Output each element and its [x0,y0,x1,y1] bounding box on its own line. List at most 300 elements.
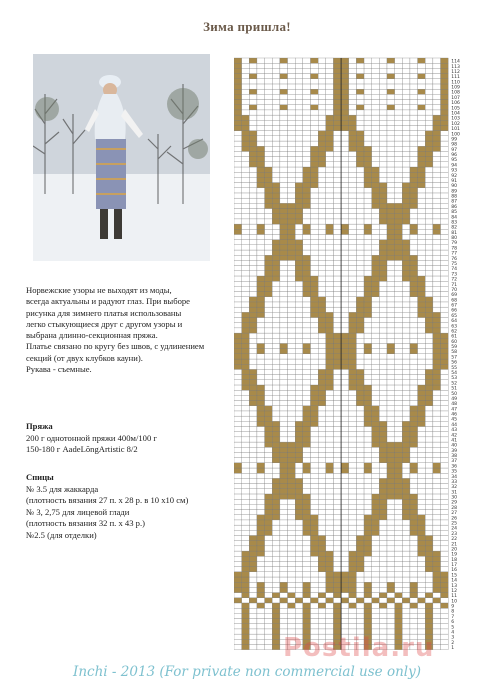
chart-cell [441,58,449,63]
chart-cell [280,229,288,234]
chart-cell [280,478,288,483]
chart-cell [349,598,357,603]
chart-cell [303,452,311,457]
chart-cell [326,203,334,208]
chart-cell [280,437,288,442]
chart-cell [333,452,341,457]
chart-cell [242,271,250,276]
chart-cell [364,302,372,307]
chart-cell [326,452,334,457]
chart-cell [372,577,380,582]
chart-cell [234,390,242,395]
chart-cell [372,224,380,229]
chart-cell [372,297,380,302]
chart-cell [410,183,418,188]
chart-cell [379,551,387,556]
chart-cell [372,271,380,276]
chart-cell [311,582,319,587]
chart-cell [333,406,341,411]
chart-cell [303,307,311,312]
row-number-label: 12 [451,588,458,594]
chart-cell [387,390,395,395]
chart-cell [364,120,372,125]
chart-cell [257,84,265,89]
chart-cell [372,447,380,452]
chart-cell [441,125,449,130]
chart-cell [433,68,441,73]
chart-cell [441,546,449,551]
chart-cell [356,74,364,79]
chart-cell [433,577,441,582]
chart-cell [318,619,326,624]
chart-cell [364,312,372,317]
chart-cell [410,89,418,94]
chart-cell [295,551,303,556]
chart-cell [387,619,395,624]
chart-cell [387,209,395,214]
chart-cell [234,546,242,551]
chart-cell [395,613,403,618]
chart-cell [372,458,380,463]
chart-cell [364,515,372,520]
row-number-label: 17 [451,563,458,569]
chart-cell [349,307,357,312]
chart-cell [288,203,296,208]
chart-cell [311,323,319,328]
chart-cell [249,437,257,442]
chart-cell [234,157,242,162]
chart-cell [333,234,341,239]
chart-cell [234,644,242,649]
chart-cell [356,598,364,603]
chart-cell [395,546,403,551]
chart-cell [318,411,326,416]
chart-cell [387,245,395,250]
chart-cell [333,328,341,333]
chart-cell [372,416,380,421]
chart-cell [402,577,410,582]
chart-cell [356,214,364,219]
chart-cell [326,343,334,348]
chart-cell [295,395,303,400]
chart-cell [288,468,296,473]
chart-cell [379,489,387,494]
chart-cell [387,292,395,297]
chart-cell [356,209,364,214]
chart-cell [433,214,441,219]
chart-cell [418,484,426,489]
chart-cell [311,473,319,478]
row-number-label: 5 [451,625,455,631]
chart-cell [234,437,242,442]
chart-cell [265,494,273,499]
chart-cell [326,619,334,624]
chart-cell [433,447,441,452]
chart-cell [441,281,449,286]
chart-cell [402,100,410,105]
chart-cell [387,473,395,478]
chart-cell [234,452,242,457]
chart-cell [364,141,372,146]
chart-cell [379,318,387,323]
chart-cell [318,157,326,162]
chart-cell [288,250,296,255]
chart-cell [234,478,242,483]
chart-cell [379,406,387,411]
chart-cell [379,68,387,73]
chart-cell [425,58,433,63]
chart-cell [364,432,372,437]
chart-cell [333,520,341,525]
chart-cell [326,603,334,608]
chart-cell [288,442,296,447]
chart-cell [234,515,242,520]
row-number-label: 91 [451,178,458,184]
chart-cell [280,203,288,208]
chart-cell [288,328,296,333]
chart-cell [303,598,311,603]
chart-cell [418,68,426,73]
chart-cell [311,593,319,598]
chart-cell [333,151,341,156]
chart-cell [288,125,296,130]
chart-cell [288,338,296,343]
chart-cell [234,364,242,369]
chart-cell [379,292,387,297]
chart-cell [341,89,349,94]
chart-cell [295,587,303,592]
chart-cell [425,426,433,431]
chart-cell [288,271,296,276]
chart-cell [402,183,410,188]
chart-cell [265,115,273,120]
chart-cell [288,193,296,198]
chart-cell [242,634,250,639]
chart-cell [341,426,349,431]
chart-cell [272,312,280,317]
chart-cell [402,447,410,452]
chart-cell [295,520,303,525]
row-number-label: 83 [451,220,458,226]
chart-cell [349,167,357,172]
chart-cell [326,125,334,130]
chart-cell [379,546,387,551]
chart-cell [326,426,334,431]
chart-cell [272,198,280,203]
row-number-label: 72 [451,277,458,283]
chart-cell [395,458,403,463]
chart-cell [356,343,364,348]
row-number-label: 80 [451,236,458,242]
chart-cell [433,100,441,105]
chart-cell [341,115,349,120]
chart-cell [441,214,449,219]
chart-cell [303,84,311,89]
chart-cell [433,484,441,489]
chart-cell [333,458,341,463]
chart-cell [349,442,357,447]
chart-cell [356,494,364,499]
chart-cell [433,286,441,291]
chart-cell [295,203,303,208]
chart-cell [425,214,433,219]
chart-cell [249,619,257,624]
chart-cell [441,375,449,380]
chart-cell [295,442,303,447]
chart-cell [333,343,341,348]
chart-cell [402,582,410,587]
chart-cell [410,421,418,426]
chart-cell [402,302,410,307]
chart-cell [341,229,349,234]
chart-cell [326,105,334,110]
chart-cell [410,510,418,515]
chart-cell [410,245,418,250]
row-number-label: 73 [451,272,458,278]
chart-cell [249,63,257,68]
chart-cell [242,401,250,406]
chart-cell [425,151,433,156]
chart-cell [410,333,418,338]
chart-cell [387,297,395,302]
chart-cell [372,432,380,437]
chart-cell [280,146,288,151]
chart-cell [349,452,357,457]
chart-cell [280,286,288,291]
chart-cell [402,58,410,63]
chart-cell [425,343,433,348]
chart-cell [234,188,242,193]
chart-cell [425,136,433,141]
chart-cell [441,437,449,442]
chart-cell [333,369,341,374]
chart-cell [418,510,426,515]
chart-cell [433,89,441,94]
chart-cell [410,255,418,260]
chart-cell [288,120,296,125]
chart-cell [341,385,349,390]
chart-cell [242,125,250,130]
chart-cell [356,271,364,276]
chart-cell [433,463,441,468]
chart-cell [356,110,364,115]
chart-cell [249,385,257,390]
chart-cell [418,234,426,239]
chart-cell [318,541,326,546]
row-number-label: 79 [451,241,458,247]
chart-cell [288,515,296,520]
chart-cell [303,281,311,286]
chart-cell [349,68,357,73]
chart-cell [402,530,410,535]
chart-cell [387,504,395,509]
chart-cell [249,115,257,120]
chart-cell [387,58,395,63]
chart-cell [249,375,257,380]
chart-cell [402,131,410,136]
chart-cell [265,593,273,598]
chart-cell [425,567,433,572]
chart-cell [333,240,341,245]
chart-cell [379,598,387,603]
description-line: Платье связано по кругу без швов, с удлинением [26,341,205,352]
chart-cell [249,157,257,162]
chart-cell [425,385,433,390]
chart-cell [303,401,311,406]
chart-cell [288,172,296,177]
chart-cell [326,198,334,203]
chart-cell [418,525,426,530]
chart-cell [303,380,311,385]
chart-cell [265,582,273,587]
chart-cell [272,234,280,239]
chart-cell [280,94,288,99]
chart-cell [341,188,349,193]
chart-cell [280,323,288,328]
chart-cell [318,432,326,437]
chart-cell [265,292,273,297]
chart-cell [318,608,326,613]
chart-cell [395,214,403,219]
chart-cell [395,89,403,94]
chart-cell [341,157,349,162]
chart-cell [257,603,265,608]
chart-cell [311,302,319,307]
chart-cell [372,100,380,105]
chart-cell [303,551,311,556]
chart-cell [249,494,257,499]
chart-cell [326,473,334,478]
chart-cell [311,530,319,535]
chart-cell [441,79,449,84]
chart-cell [272,442,280,447]
chart-cell [249,530,257,535]
chart-cell [280,426,288,431]
chart-cell [441,406,449,411]
row-number-label: 35 [451,469,458,475]
chart-cell [234,276,242,281]
chart-cell [425,141,433,146]
chart-cell [418,556,426,561]
chart-cell [242,463,250,468]
chart-cell [402,292,410,297]
chart-cell [418,224,426,229]
chart-cell [395,349,403,354]
chart-cell [410,556,418,561]
chart-cell [349,494,357,499]
chart-cell [242,437,250,442]
chart-cell [265,100,273,105]
chart-cell [288,343,296,348]
chart-cell [280,582,288,587]
chart-cell [333,255,341,260]
chart-cell [318,318,326,323]
chart-cell [364,608,372,613]
chart-cell [311,484,319,489]
chart-cell [326,100,334,105]
chart-cell [280,136,288,141]
chart-cell [333,395,341,400]
chart-cell [395,266,403,271]
chart-cell [280,188,288,193]
chart-cell [257,385,265,390]
chart-cell [234,432,242,437]
chart-cell [356,183,364,188]
chart-cell [249,603,257,608]
chart-cell [265,328,273,333]
chart-cell [341,484,349,489]
chart-cell [303,484,311,489]
chart-cell [242,250,250,255]
chart-cell [311,390,319,395]
chart-cell [272,644,280,649]
chart-cell [257,125,265,130]
chart-cell [311,240,319,245]
chart-cell [364,426,372,431]
chart-cell [364,401,372,406]
chart-cell [318,328,326,333]
chart-cell [387,520,395,525]
description-line: рисунка для зимнего платья использованы [26,307,182,318]
chart-cell [402,608,410,613]
chart-cell [311,499,319,504]
chart-cell [249,473,257,478]
chart-cell [341,79,349,84]
chart-cell [372,141,380,146]
row-number-label: 21 [451,542,458,548]
chart-cell [387,421,395,426]
chart-cell [303,504,311,509]
chart-cell [441,395,449,400]
chart-cell [387,432,395,437]
chart-cell [395,561,403,566]
chart-cell [242,328,250,333]
chart-cell [326,567,334,572]
chart-cell [303,608,311,613]
chart-cell [333,229,341,234]
chart-cell [364,177,372,182]
chart-cell [265,354,273,359]
chart-cell [433,229,441,234]
chart-cell [395,463,403,468]
chart-cell [288,105,296,110]
chart-cell [341,380,349,385]
chart-cell [265,468,273,473]
chart-cell [395,380,403,385]
chart-cell [257,380,265,385]
chart-cell [311,541,319,546]
chart-cell [249,338,257,343]
chart-cell [303,375,311,380]
chart-cell [341,624,349,629]
chart-cell [341,593,349,598]
chart-cell [433,271,441,276]
chart-cell [379,401,387,406]
chart-cell [288,151,296,156]
chart-cell [395,167,403,172]
chart-cell [257,333,265,338]
chart-cell [249,520,257,525]
chart-cell [410,452,418,457]
chart-cell [242,458,250,463]
chart-cell [372,385,380,390]
chart-cell [349,364,357,369]
chart-cell [356,458,364,463]
chart-cell [295,380,303,385]
chart-cell [441,255,449,260]
chart-cell [349,541,357,546]
chart-cell [303,411,311,416]
